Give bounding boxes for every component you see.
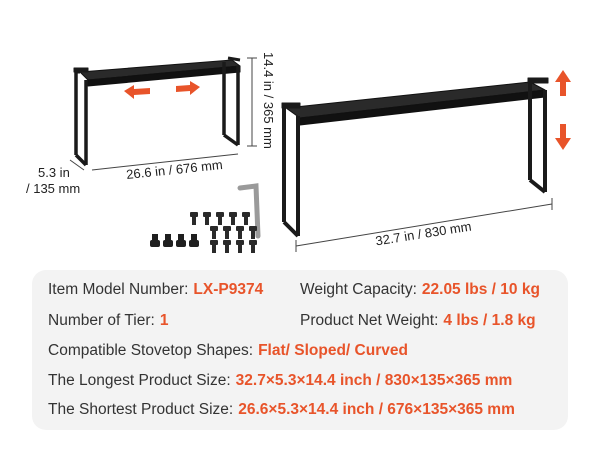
spec-capacity	[300, 281, 540, 299]
small-height-label: 14.4 in / 365 mm	[261, 52, 276, 149]
spec-net-weight-label: Product Net Weight:	[300, 312, 439, 329]
large-stand	[282, 78, 548, 236]
spec-capacity-label: Weight Capacity:	[300, 281, 417, 298]
spec-tier-value: 1	[159, 312, 169, 329]
large-width-label: 32.7 in / 830 mm	[374, 218, 473, 249]
specs-panel	[32, 270, 568, 430]
spec-model-value: LX-P9374	[193, 281, 264, 298]
depth-label-line2: / 135 mm	[26, 181, 81, 196]
small-height-dimension-line	[247, 58, 257, 146]
spec-net-weight	[300, 312, 536, 330]
spec-model-label: Item Model Number:	[48, 281, 189, 298]
screw-set-icon	[190, 212, 257, 253]
spec-longest-value: 32.7×5.3×14.4 inch / 830×135×365 mm	[235, 372, 513, 389]
spec-shortest	[48, 401, 515, 419]
depth-label-line1: 5.3 in	[38, 165, 70, 180]
spec-longest	[48, 372, 512, 390]
arrow-left-right-icon	[124, 81, 200, 99]
spec-longest-label: The Longest Product Size:	[48, 372, 231, 389]
spec-shapes	[48, 342, 408, 360]
small-width-label: 26.6 in / 676 mm	[125, 156, 224, 183]
spec-capacity-value: 22.05 lbs / 10 kg	[421, 281, 540, 298]
spec-model	[48, 281, 263, 299]
rubber-feet-icon	[150, 234, 199, 247]
arrow-up-down-icon	[555, 70, 571, 150]
spec-net-weight-value: 4 lbs / 1.8 kg	[443, 312, 536, 329]
spec-shortest-label: The Shortest Product Size:	[48, 401, 234, 418]
small-stand	[74, 58, 240, 165]
spec-tier-label: Number of Tier:	[48, 312, 155, 329]
spec-shapes-value: Flat/ Sloped/ Curved	[258, 342, 408, 359]
spec-tier	[48, 312, 168, 330]
spec-shortest-value: 26.6×5.3×14.4 inch / 676×135×365 mm	[238, 401, 515, 418]
spec-shapes-label: Compatible Stovetop Shapes:	[48, 342, 254, 359]
